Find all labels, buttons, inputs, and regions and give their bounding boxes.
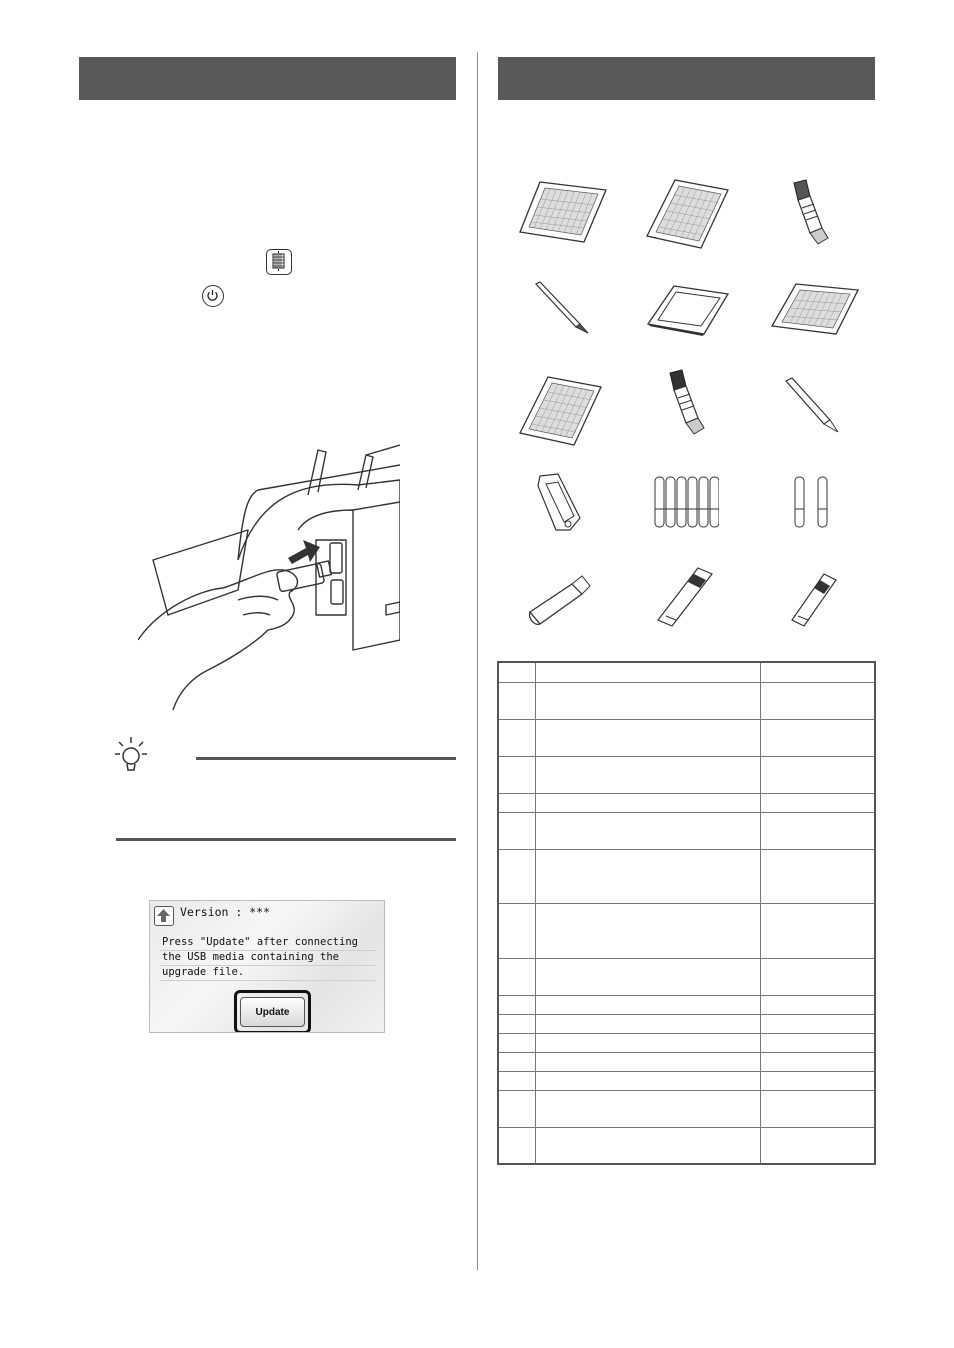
pen-holder-icon [782, 376, 842, 441]
table-row [498, 1071, 875, 1090]
lcd-screen [149, 900, 385, 1033]
table-row [498, 1052, 875, 1071]
table-cell [761, 1127, 876, 1164]
table-row [498, 682, 875, 719]
table-cell [498, 756, 536, 793]
table-cell [761, 812, 876, 849]
table-cell [536, 793, 761, 812]
table-cell [536, 719, 761, 756]
grid-mat-icon [266, 249, 292, 275]
table-row [498, 756, 875, 793]
table-cell [536, 1127, 761, 1164]
table-row [498, 958, 875, 995]
table-cell [498, 1033, 536, 1052]
update-instruction-text: Press "Update" after connecting the USB media containing the upgrade file. [162, 936, 358, 978]
pen-set-icon [653, 475, 719, 536]
table-cell [761, 1033, 876, 1052]
table-cell [536, 756, 761, 793]
touch-pen-icon [532, 280, 592, 340]
table-cell [498, 1090, 536, 1127]
table-cell [536, 958, 761, 995]
note-rule-bottom [116, 838, 456, 841]
table-cell [761, 662, 876, 682]
table-cell [498, 1127, 536, 1164]
table-cell [498, 995, 536, 1014]
table-cell [761, 1071, 876, 1090]
table-cell [536, 1033, 761, 1052]
table-row [498, 1127, 875, 1164]
usb-insertion-illustration [138, 440, 400, 710]
table-cell [536, 812, 761, 849]
section-header-right [498, 57, 875, 100]
table-cell [498, 958, 536, 995]
long-low-tack-mat-icon [518, 375, 603, 452]
column-divider [477, 52, 478, 1270]
table-cell [761, 903, 876, 958]
table-cell [761, 1014, 876, 1033]
screen-rule [160, 980, 376, 981]
table-cell [536, 1090, 761, 1127]
deep-cut-blade-holder-icon [664, 368, 714, 443]
low-tack-mat-icon [770, 282, 860, 342]
table-row [498, 812, 875, 849]
table-cell [498, 903, 536, 958]
table-cell [761, 756, 876, 793]
table-cell [536, 995, 761, 1014]
table-cell [536, 903, 761, 958]
table-cell [536, 682, 761, 719]
table-cell [536, 662, 761, 682]
table-cell [498, 662, 536, 682]
table-cell [498, 682, 536, 719]
blade-holder-icon [788, 178, 838, 253]
table-cell [498, 719, 536, 756]
table-cell [536, 1052, 761, 1071]
iron-on-sheet-icon [790, 572, 838, 633]
table-cell [761, 1090, 876, 1127]
table-row [498, 1090, 875, 1127]
table-cell [498, 1052, 536, 1071]
table-cell [498, 1014, 536, 1033]
table-row [498, 1014, 875, 1033]
erasable-pen-set-icon [793, 475, 829, 536]
table-cell [761, 719, 876, 756]
table-cell [536, 1071, 761, 1090]
table-row [498, 662, 875, 682]
arrow-up-icon [154, 906, 174, 926]
table-row [498, 719, 875, 756]
table-row [498, 1033, 875, 1052]
adhesive-sheet-icon [654, 566, 716, 633]
note-rule-top [196, 757, 456, 760]
table-row [498, 995, 875, 1014]
table-cell [761, 958, 876, 995]
power-icon [202, 285, 224, 307]
table-cell [761, 995, 876, 1014]
table-cell [761, 682, 876, 719]
long-mat-icon [645, 178, 730, 255]
table-cell [761, 849, 876, 903]
table-cell [498, 812, 536, 849]
table-cell [761, 793, 876, 812]
table-cell [536, 849, 761, 903]
usb-flash-drive-icon [526, 570, 594, 631]
parts-table [497, 661, 876, 1165]
update-button[interactable]: Update [240, 997, 305, 1027]
lightbulb-icon [111, 733, 151, 773]
table-cell [498, 849, 536, 903]
table-cell [761, 1052, 876, 1071]
scanning-mat-icon [646, 284, 731, 341]
table-cell [536, 1014, 761, 1033]
cap-holder-icon [530, 472, 586, 539]
table-row [498, 903, 875, 958]
table-row [498, 849, 875, 903]
section-header-left [79, 57, 456, 100]
standard-mat-icon [518, 180, 608, 250]
table-cell [498, 793, 536, 812]
version-label: Version : *** [180, 905, 271, 919]
table-row [498, 793, 875, 812]
table-cell [498, 1071, 536, 1090]
